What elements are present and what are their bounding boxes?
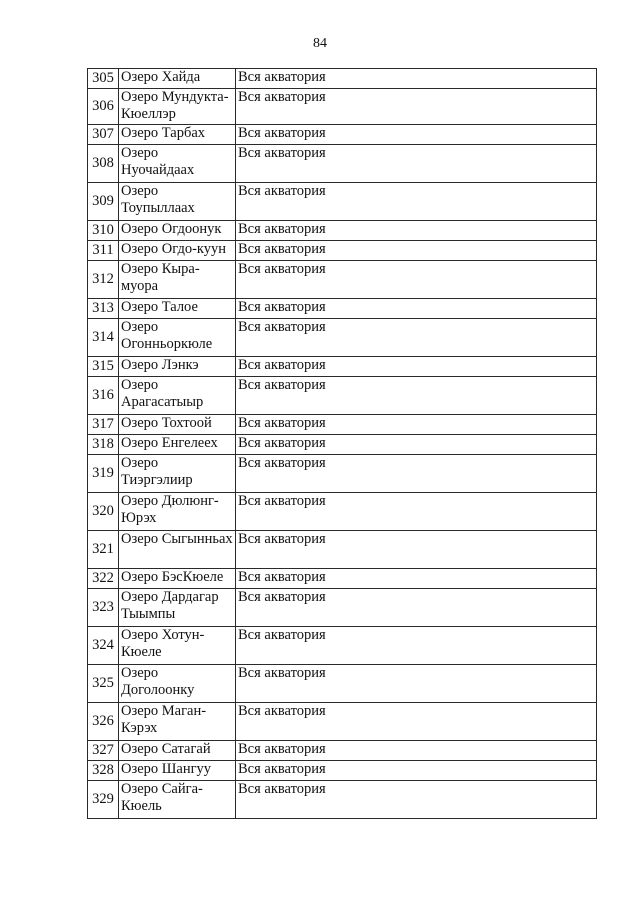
table-row	[88, 761, 597, 781]
table-row	[88, 589, 597, 627]
table-row	[88, 455, 597, 493]
row-number: 320	[88, 493, 119, 531]
row-number: 307	[88, 125, 119, 145]
lake-name: Озеро Лэнкэ	[119, 357, 236, 377]
lake-name: Озеро Мундукта-Кюеллэр	[119, 89, 236, 125]
lake-name: Озеро Сайга-Кюель	[119, 781, 236, 819]
water-area: Вся акватория	[236, 569, 597, 589]
row-number: 319	[88, 455, 119, 493]
table-row	[88, 357, 597, 377]
table-row	[88, 299, 597, 319]
table-row	[88, 493, 597, 531]
table-row	[88, 781, 597, 819]
row-number: 321	[88, 531, 119, 569]
water-area: Вся акватория	[236, 455, 597, 493]
row-number: 308	[88, 145, 119, 183]
row-number: 309	[88, 183, 119, 221]
table-row	[88, 377, 597, 415]
water-area: Вся акватория	[236, 589, 597, 627]
water-area: Вся акватория	[236, 69, 597, 89]
lake-name: Озеро Тиэргэлиир	[119, 455, 236, 493]
lakes-table-body	[88, 69, 597, 819]
lake-name: Озеро Хайда	[119, 69, 236, 89]
table-row	[88, 261, 597, 299]
water-area: Вся акватория	[236, 435, 597, 455]
table-row	[88, 569, 597, 589]
lake-name: Озеро Енгелеех	[119, 435, 236, 455]
table-row	[88, 221, 597, 241]
row-number: 318	[88, 435, 119, 455]
lake-name: Озеро Талое	[119, 299, 236, 319]
lake-name: Озеро БэсКюеле	[119, 569, 236, 589]
lake-name: Озеро Сатагай	[119, 741, 236, 761]
lake-name: Озеро Маган-Кэрэх	[119, 703, 236, 741]
lake-name: Озеро Тоупыллаах	[119, 183, 236, 221]
water-area: Вся акватория	[236, 493, 597, 531]
lake-name: Озеро Нуочайдаах	[119, 145, 236, 183]
table-row	[88, 627, 597, 665]
lake-name: Озеро Арагасатыыр	[119, 377, 236, 415]
lake-name: Озеро Огдо-куун	[119, 241, 236, 261]
row-number: 327	[88, 741, 119, 761]
table-row	[88, 183, 597, 221]
water-area: Вся акватория	[236, 703, 597, 741]
row-number: 305	[88, 69, 119, 89]
lake-name: Озеро Сыгынньах	[119, 531, 236, 569]
row-number: 326	[88, 703, 119, 741]
row-number: 316	[88, 377, 119, 415]
row-number: 328	[88, 761, 119, 781]
lake-name: Озеро Тохтоой	[119, 415, 236, 435]
lake-name: Озеро Огонньоркюле	[119, 319, 236, 357]
lakes-table	[87, 68, 597, 819]
row-number: 317	[88, 415, 119, 435]
water-area: Вся акватория	[236, 627, 597, 665]
water-area: Вся акватория	[236, 125, 597, 145]
table-row	[88, 125, 597, 145]
water-area: Вся акватория	[236, 781, 597, 819]
water-area: Вся акватория	[236, 261, 597, 299]
water-area: Вся акватория	[236, 377, 597, 415]
lake-name: Озеро Огдоонук	[119, 221, 236, 241]
water-area: Вся акватория	[236, 183, 597, 221]
lake-name: Озеро Тарбах	[119, 125, 236, 145]
lake-name: Озеро Хотун-Кюеле	[119, 627, 236, 665]
page-number: 84	[313, 36, 327, 51]
water-area: Вся акватория	[236, 299, 597, 319]
row-number: 314	[88, 319, 119, 357]
water-area: Вся акватория	[236, 357, 597, 377]
water-area: Вся акватория	[236, 89, 597, 125]
lake-name: Озеро Шангуу	[119, 761, 236, 781]
row-number: 311	[88, 241, 119, 261]
row-number: 322	[88, 569, 119, 589]
table-row	[88, 703, 597, 741]
table-row	[88, 69, 597, 89]
table-row	[88, 145, 597, 183]
table-row	[88, 435, 597, 455]
water-area: Вся акватория	[236, 531, 597, 569]
row-number: 325	[88, 665, 119, 703]
lake-name: Озеро Доголоонку	[119, 665, 236, 703]
water-area: Вся акватория	[236, 319, 597, 357]
water-area: Вся акватория	[236, 145, 597, 183]
row-number: 324	[88, 627, 119, 665]
water-area: Вся акватория	[236, 415, 597, 435]
row-number: 310	[88, 221, 119, 241]
table-row	[88, 241, 597, 261]
table-row	[88, 531, 597, 569]
table-row	[88, 89, 597, 125]
row-number: 323	[88, 589, 119, 627]
row-number: 315	[88, 357, 119, 377]
row-number: 306	[88, 89, 119, 125]
row-number: 329	[88, 781, 119, 819]
water-area: Вся акватория	[236, 741, 597, 761]
table-row	[88, 319, 597, 357]
table-row	[88, 665, 597, 703]
table-row	[88, 415, 597, 435]
table-row	[88, 741, 597, 761]
row-number: 313	[88, 299, 119, 319]
water-area: Вся акватория	[236, 761, 597, 781]
lake-name: Озеро Дардагар Тыымпы	[119, 589, 236, 627]
lake-name: Озеро Кыра-муора	[119, 261, 236, 299]
water-area: Вся акватория	[236, 221, 597, 241]
row-number: 312	[88, 261, 119, 299]
lake-name: Озеро Дюлюнг-Юрэх	[119, 493, 236, 531]
water-area: Вся акватория	[236, 241, 597, 261]
water-area: Вся акватория	[236, 665, 597, 703]
